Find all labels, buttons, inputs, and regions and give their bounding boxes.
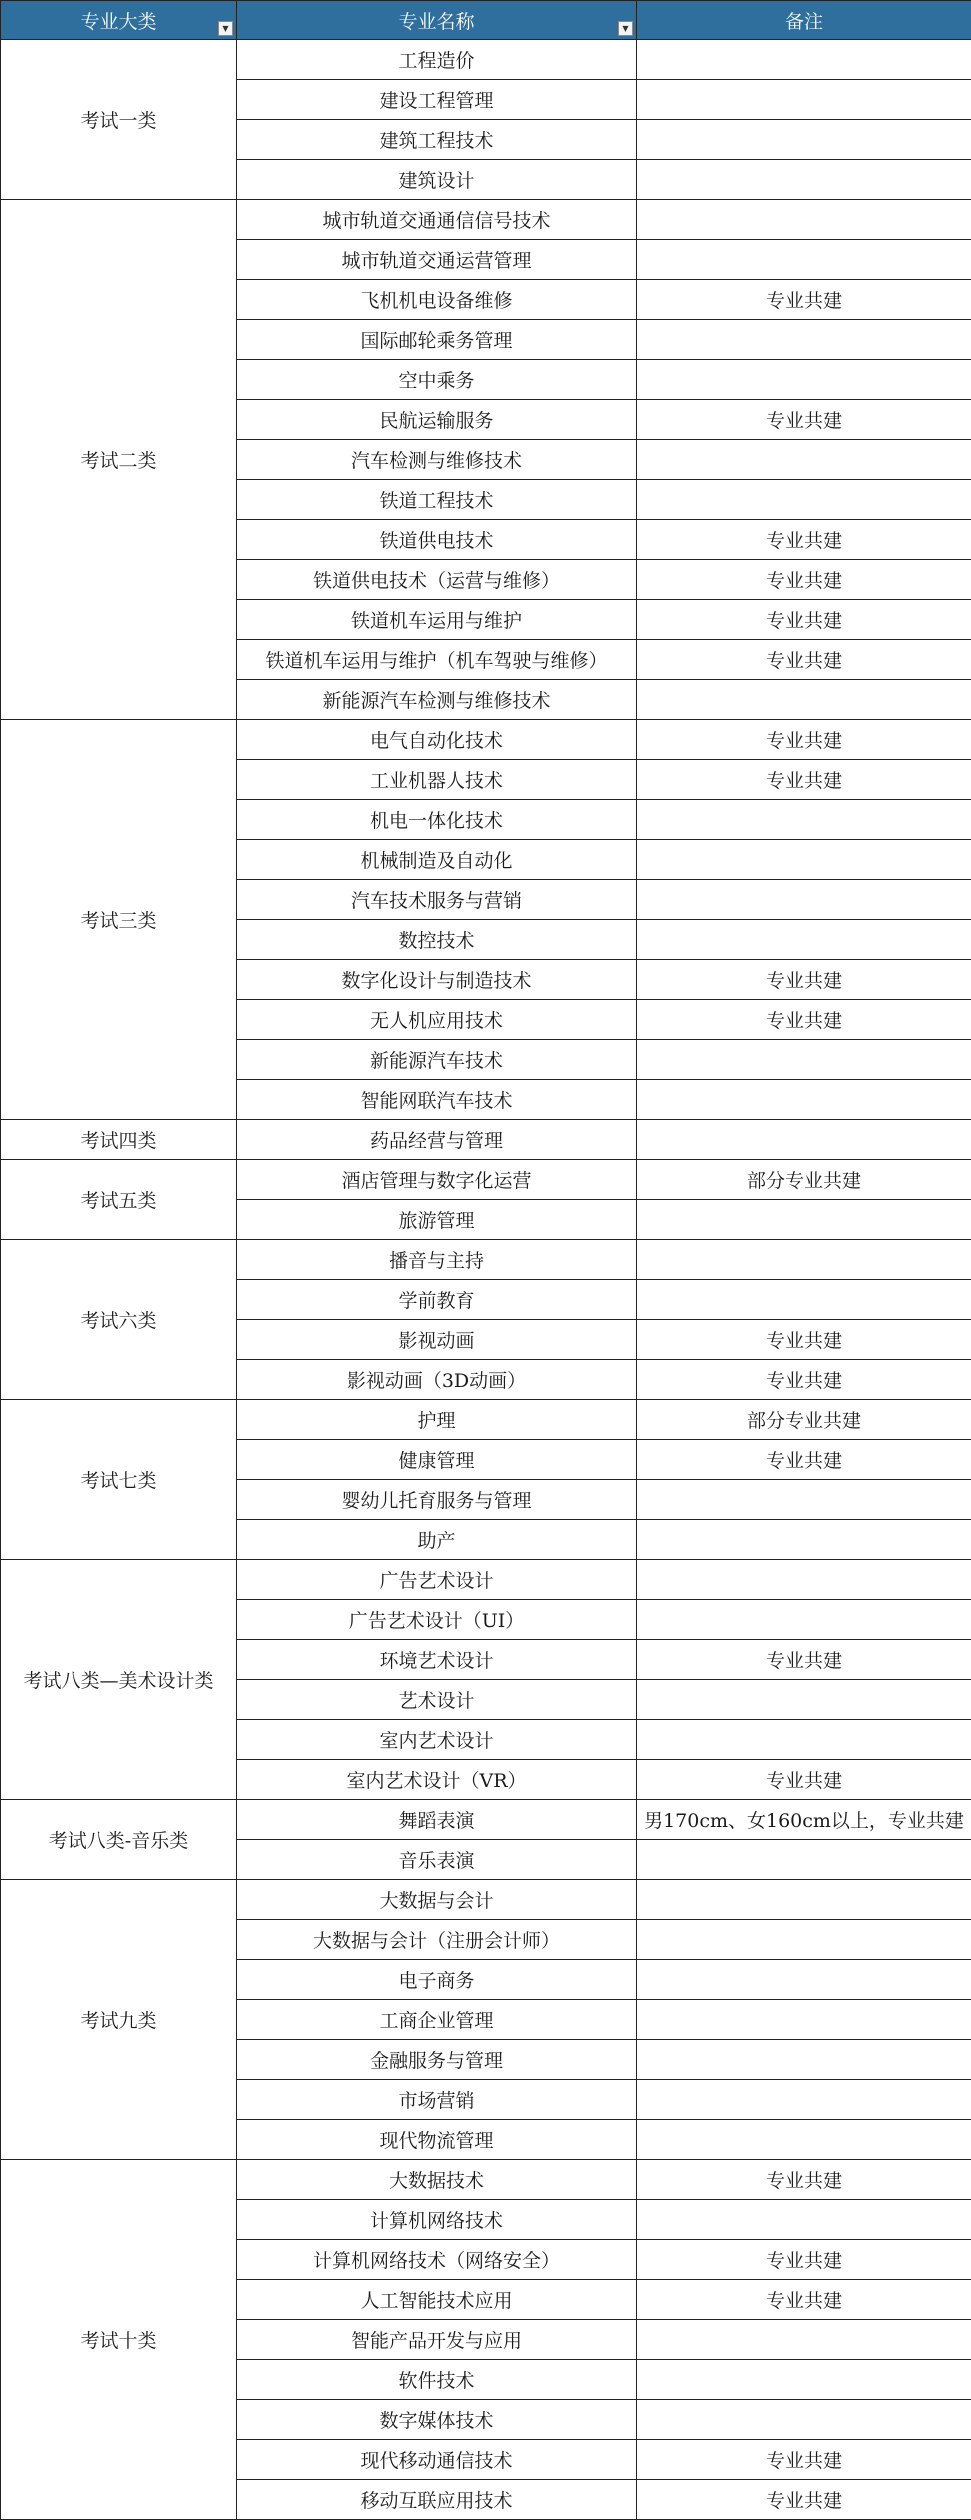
note-cell[interactable]: 专业共建: [637, 600, 971, 640]
major-cell[interactable]: 铁道工程技术: [237, 480, 637, 520]
note-cell[interactable]: [637, 880, 971, 920]
major-cell[interactable]: 建筑工程技术: [237, 120, 637, 160]
note-cell[interactable]: 专业共建: [637, 560, 971, 600]
note-cell[interactable]: [637, 2360, 971, 2400]
major-cell[interactable]: 广告艺术设计: [237, 1560, 637, 1600]
note-cell[interactable]: [637, 1120, 971, 1160]
category-cell[interactable]: 考试八类-音乐类: [1, 1800, 237, 1880]
major-cell[interactable]: 国际邮轮乘务管理: [237, 320, 637, 360]
major-cell[interactable]: 舞蹈表演: [237, 1800, 637, 1840]
category-cell[interactable]: 考试四类: [1, 1120, 237, 1160]
note-cell[interactable]: 专业共建: [637, 1360, 971, 1400]
note-cell[interactable]: 专业共建: [637, 760, 971, 800]
header-category-label: 专业大类: [80, 11, 156, 33]
table-body: [1, 40, 971, 2520]
note-cell[interactable]: [637, 2080, 971, 2120]
note-cell[interactable]: 专业共建: [637, 1320, 971, 1360]
major-cell[interactable]: 汽车检测与维修技术: [237, 440, 637, 480]
note-cell[interactable]: [637, 800, 971, 840]
note-cell[interactable]: [637, 40, 971, 80]
note-cell[interactable]: 专业共建: [637, 520, 971, 560]
note-cell[interactable]: [637, 80, 971, 120]
note-cell[interactable]: 专业共建: [637, 2280, 971, 2320]
table-row: [1, 1800, 971, 1840]
table-row: [1, 1880, 971, 1920]
category-cell[interactable]: 考试六类: [1, 1240, 237, 1400]
category-cell[interactable]: 考试五类: [1, 1160, 237, 1240]
note-cell[interactable]: 部分专业共建: [637, 1160, 971, 1200]
note-cell[interactable]: [637, 240, 971, 280]
header-category[interactable]: [1, 1, 237, 40]
major-cell[interactable]: 铁道供电技术（运营与维修）: [237, 560, 637, 600]
note-cell[interactable]: [637, 1480, 971, 1520]
major-cell[interactable]: 广告艺术设计（UI）: [237, 1600, 637, 1640]
note-cell[interactable]: [637, 1840, 971, 1880]
category-cell[interactable]: 考试一类: [1, 40, 237, 200]
note-cell[interactable]: [637, 2040, 971, 2080]
note-cell[interactable]: [637, 1080, 971, 1120]
major-cell[interactable]: 药品经营与管理: [237, 1120, 637, 1160]
major-cell[interactable]: 机电一体化技术: [237, 800, 637, 840]
table-row: [1, 1160, 971, 1200]
note-cell[interactable]: [637, 1200, 971, 1240]
major-cell[interactable]: 艺术设计: [237, 1680, 637, 1720]
major-cell[interactable]: 金融服务与管理: [237, 2040, 637, 2080]
major-cell[interactable]: 计算机网络技术（网络安全）: [237, 2240, 637, 2280]
category-cell[interactable]: 考试九类: [1, 1880, 237, 2160]
header-note-label: 备注: [785, 11, 823, 33]
major-cell[interactable]: 室内艺术设计（VR）: [237, 1760, 637, 1800]
major-cell[interactable]: 护理: [237, 1400, 637, 1440]
major-cell[interactable]: 机械制造及自动化: [237, 840, 637, 880]
major-cell[interactable]: 计算机网络技术: [237, 2200, 637, 2240]
major-cell[interactable]: 铁道机车运用与维护（机车驾驶与维修）: [237, 640, 637, 680]
major-cell[interactable]: 移动互联应用技术: [237, 2480, 637, 2520]
table-row: [1, 2160, 971, 2200]
major-cell[interactable]: 新能源汽车技术: [237, 1040, 637, 1080]
major-cell[interactable]: 铁道机车运用与维护: [237, 600, 637, 640]
note-cell[interactable]: [637, 1920, 971, 1960]
header-note[interactable]: [637, 1, 971, 40]
note-cell[interactable]: [637, 1680, 971, 1720]
category-cell[interactable]: 考试七类: [1, 1400, 237, 1560]
note-cell[interactable]: 专业共建: [637, 960, 971, 1000]
note-cell[interactable]: [637, 2000, 971, 2040]
major-cell[interactable]: 工程造价: [237, 40, 637, 80]
major-cell[interactable]: 酒店管理与数字化运营: [237, 1160, 637, 1200]
major-cell[interactable]: 软件技术: [237, 2360, 637, 2400]
table-row: [1, 720, 971, 760]
note-cell[interactable]: 专业共建: [637, 2240, 971, 2280]
note-cell[interactable]: [637, 2120, 971, 2160]
major-cell[interactable]: 铁道供电技术: [237, 520, 637, 560]
major-cell[interactable]: 影视动画: [237, 1320, 637, 1360]
note-cell[interactable]: 男170cm、女160cm以上，专业共建: [637, 1800, 971, 1840]
note-cell[interactable]: 专业共建: [637, 640, 971, 680]
note-cell[interactable]: [637, 840, 971, 880]
category-cell[interactable]: 考试十类: [1, 2160, 237, 2520]
major-cell[interactable]: 飞机机电设备维修: [237, 280, 637, 320]
filter-dropdown-icon[interactable]: ▼: [618, 21, 633, 36]
table-row: [1, 1240, 971, 1280]
major-cell[interactable]: 民航运输服务: [237, 400, 637, 440]
major-cell[interactable]: 城市轨道交通运营管理: [237, 240, 637, 280]
major-cell[interactable]: 空中乘务: [237, 360, 637, 400]
note-cell[interactable]: 专业共建: [637, 2160, 971, 2200]
note-cell[interactable]: [637, 440, 971, 480]
header-major-label: 专业名称: [398, 11, 474, 33]
note-cell[interactable]: [637, 920, 971, 960]
note-cell[interactable]: [637, 1720, 971, 1760]
major-cell[interactable]: 市场营销: [237, 2080, 637, 2120]
major-cell[interactable]: 室内艺术设计: [237, 1720, 637, 1760]
category-cell[interactable]: 考试八类—美术设计类: [1, 1560, 237, 1800]
note-cell[interactable]: [637, 1240, 971, 1280]
major-cell[interactable]: 智能产品开发与应用: [237, 2320, 637, 2360]
major-cell[interactable]: 音乐表演: [237, 1840, 637, 1880]
note-cell[interactable]: 专业共建: [637, 280, 971, 320]
major-cell[interactable]: 电子商务: [237, 1960, 637, 2000]
note-cell[interactable]: 专业共建: [637, 720, 971, 760]
major-cell[interactable]: 工业机器人技术: [237, 760, 637, 800]
note-cell[interactable]: [637, 160, 971, 200]
major-cell[interactable]: 影视动画（3D动画）: [237, 1360, 637, 1400]
major-cell[interactable]: 现代物流管理: [237, 2120, 637, 2160]
note-cell[interactable]: 专业共建: [637, 1000, 971, 1040]
table-row: [1, 1120, 971, 1160]
note-cell[interactable]: 专业共建: [637, 1640, 971, 1680]
table-row: [1, 1560, 971, 1600]
major-cell[interactable]: 建设工程管理: [237, 80, 637, 120]
major-cell[interactable]: 学前教育: [237, 1280, 637, 1320]
table-row: [1, 1400, 971, 1440]
major-cell[interactable]: 健康管理: [237, 1440, 637, 1480]
note-cell[interactable]: 专业共建: [637, 1760, 971, 1800]
note-cell[interactable]: 专业共建: [637, 400, 971, 440]
note-cell[interactable]: [637, 1560, 971, 1600]
note-cell[interactable]: 专业共建: [637, 2480, 971, 2520]
major-cell[interactable]: 工商企业管理: [237, 2000, 637, 2040]
note-cell[interactable]: [637, 360, 971, 400]
note-cell[interactable]: [637, 1520, 971, 1560]
table-row: [1, 40, 971, 80]
category-cell[interactable]: 考试二类: [1, 200, 237, 720]
major-cell[interactable]: 大数据技术: [237, 2160, 637, 2200]
major-cell[interactable]: 播音与主持: [237, 1240, 637, 1280]
major-cell[interactable]: 婴幼儿托育服务与管理: [237, 1480, 637, 1520]
table-row: [1, 200, 971, 240]
note-cell[interactable]: 专业共建: [637, 1440, 971, 1480]
major-cell[interactable]: 大数据与会计: [237, 1880, 637, 1920]
note-cell[interactable]: [637, 200, 971, 240]
note-cell[interactable]: [637, 1040, 971, 1080]
note-cell[interactable]: [637, 1960, 971, 2000]
major-cell[interactable]: 人工智能技术应用: [237, 2280, 637, 2320]
major-cell[interactable]: 数字媒体技术: [237, 2400, 637, 2440]
major-cell[interactable]: 旅游管理: [237, 1200, 637, 1240]
major-cell[interactable]: 建筑设计: [237, 160, 637, 200]
major-cell[interactable]: 智能网联汽车技术: [237, 1080, 637, 1120]
note-cell[interactable]: [637, 2400, 971, 2440]
major-cell[interactable]: 大数据与会计（注册会计师）: [237, 1920, 637, 1960]
note-cell[interactable]: [637, 1880, 971, 1920]
category-cell[interactable]: 考试三类: [1, 720, 237, 1120]
note-cell[interactable]: [637, 1600, 971, 1640]
note-cell[interactable]: 专业共建: [637, 2440, 971, 2480]
major-cell[interactable]: 数控技术: [237, 920, 637, 960]
note-cell[interactable]: [637, 2320, 971, 2360]
major-cell[interactable]: 汽车技术服务与营销: [237, 880, 637, 920]
note-cell[interactable]: [637, 480, 971, 520]
major-cell[interactable]: 助产: [237, 1520, 637, 1560]
major-cell[interactable]: 城市轨道交通通信信号技术: [237, 200, 637, 240]
major-cell[interactable]: 现代移动通信技术: [237, 2440, 637, 2480]
note-cell[interactable]: 部分专业共建: [637, 1400, 971, 1440]
note-cell[interactable]: [637, 120, 971, 160]
note-cell[interactable]: [637, 1280, 971, 1320]
note-cell[interactable]: [637, 2200, 971, 2240]
filter-dropdown-icon[interactable]: ▼: [218, 21, 233, 36]
major-cell[interactable]: 新能源汽车检测与维修技术: [237, 680, 637, 720]
header-row: [1, 1, 971, 40]
note-cell[interactable]: [637, 680, 971, 720]
major-cell[interactable]: 无人机应用技术: [237, 1000, 637, 1040]
major-cell[interactable]: 数字化设计与制造技术: [237, 960, 637, 1000]
header-major[interactable]: [237, 1, 637, 40]
major-cell[interactable]: 环境艺术设计: [237, 1640, 637, 1680]
note-cell[interactable]: [637, 320, 971, 360]
major-cell[interactable]: 电气自动化技术: [237, 720, 637, 760]
